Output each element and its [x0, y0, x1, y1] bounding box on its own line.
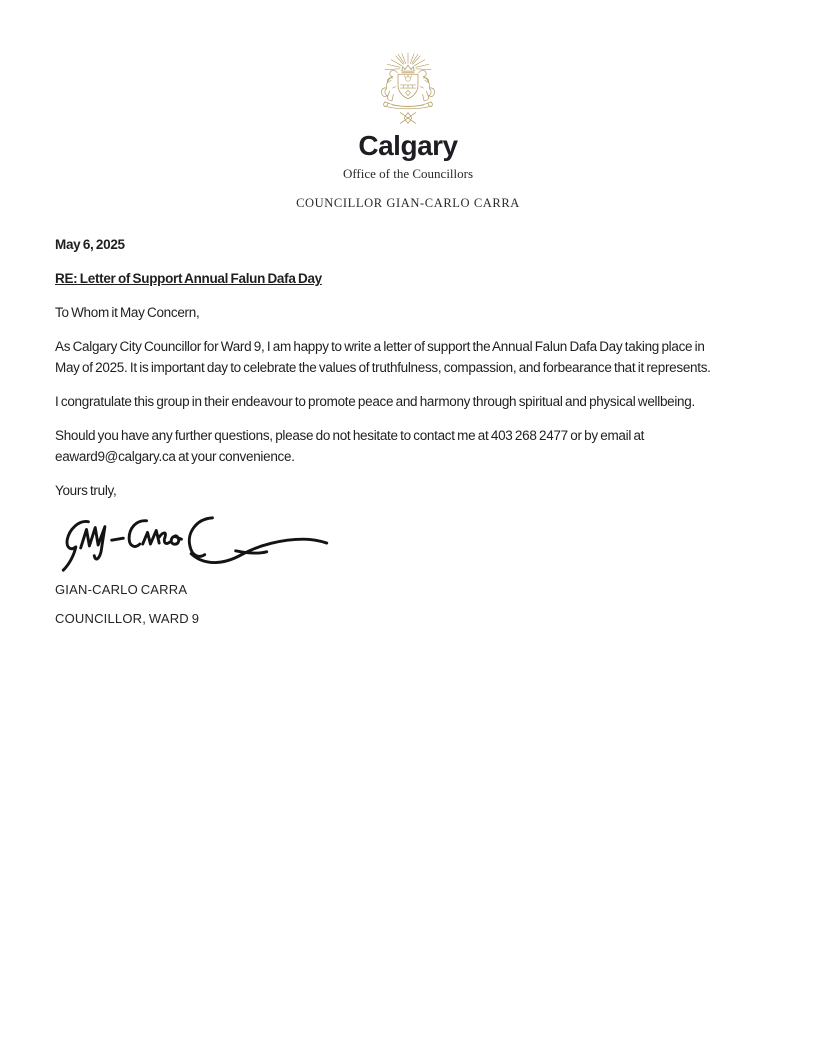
signer-title: COUNCILLOR, WARD 9: [55, 610, 200, 626]
letterhead: [0, 0, 816, 210]
paragraph-3: Should you have any further questions, please do not hesitate to contact me at 403 268 2477 or by email at eaward9@calgary.ca at your convenience.: [55, 428, 645, 464]
signer-name: GIAN-CARLO CARRA: [55, 582, 188, 597]
salutation: To Whom it May Concern,: [55, 305, 200, 320]
letter-date: May 6, 2025: [55, 237, 125, 252]
paragraph-1: As Calgary City Councillor for Ward 9, I am happy to write a letter of support the Annual Falun Dafa Day taking place in May of 2025. It is important day to celebrate the values of truthfulness, compassion, and forbearance that it represents.: [55, 339, 711, 375]
letter-subject: RE: Letter of Support Annual Falun Dafa Day: [55, 271, 322, 286]
signature-icon: [55, 514, 335, 576]
closing: Yours truly,: [55, 483, 117, 498]
calgary-crest-icon: [362, 42, 454, 131]
office-line: Office of the Councillors: [342, 166, 474, 181]
councillor-line: COUNCILLOR GIAN-CARLO CARRA: [296, 196, 520, 210]
signature-image: [55, 514, 720, 576]
calgary-wordmark: Calgary: [358, 130, 458, 161]
letter-body: [55, 234, 720, 639]
paragraph-2: I congratulate this group in their endeavour to promote peace and harmony through spiritual and physical wellbeing.: [55, 394, 695, 409]
